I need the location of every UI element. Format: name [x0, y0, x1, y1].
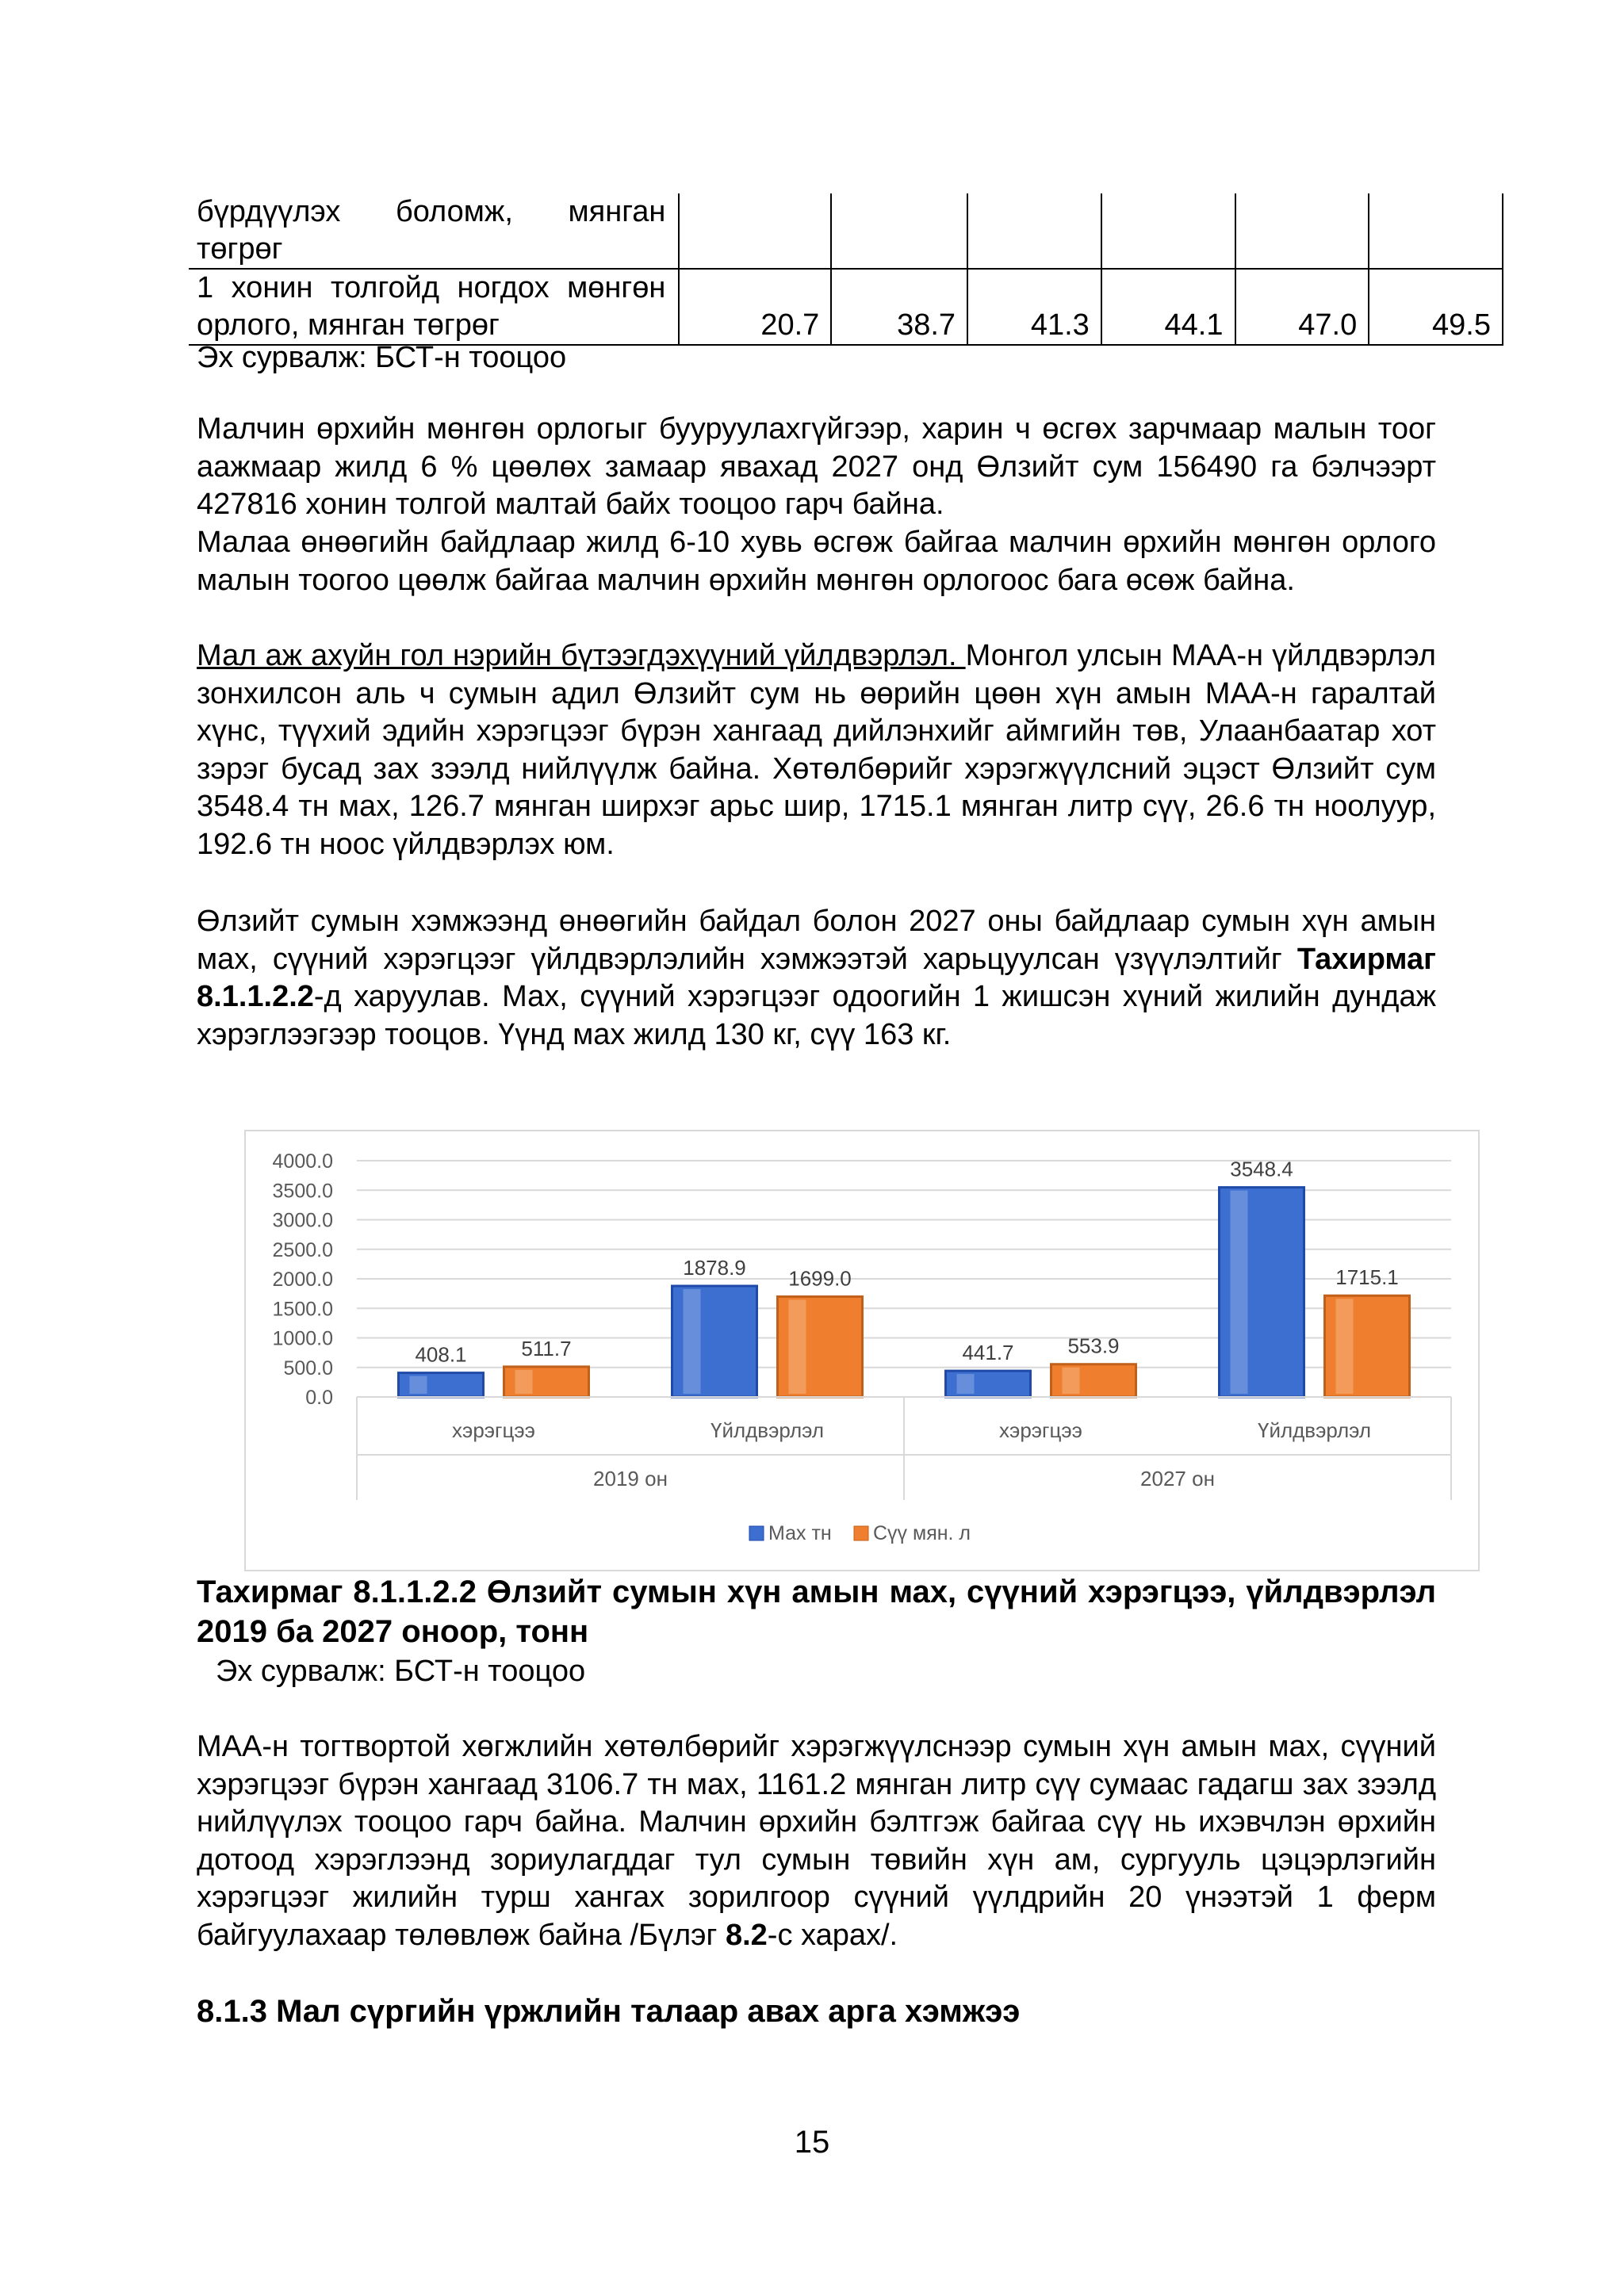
data-label: 1878.9	[683, 1256, 746, 1280]
y-tick-label: 2500.0	[272, 1238, 333, 1261]
bar-chart	[244, 1130, 1480, 1571]
data-label: 408.1	[415, 1342, 467, 1367]
legend-label: Сүү мян. л	[873, 1522, 971, 1544]
bar-highlight	[410, 1376, 427, 1394]
table-cell	[967, 193, 1101, 269]
figure-reference: Тахирмаг 8.1.1.2.2	[197, 942, 1436, 1013]
page-number: 15	[794, 2125, 830, 2160]
legend-swatch	[854, 1526, 868, 1540]
table-row-label: 1 хонин толгойд ногдох мөнгөн орлого, мянган төгрөг	[189, 269, 679, 345]
category-label: Үйлдвэрлэл	[710, 1418, 825, 1442]
data-label: 553.9	[1067, 1334, 1120, 1358]
bar-highlight	[515, 1370, 533, 1394]
data-label: 1715.1	[1335, 1265, 1399, 1290]
bar-highlight	[957, 1374, 975, 1394]
chapter-reference: 8.2	[725, 1918, 768, 1952]
table-cell: 47.0	[1235, 269, 1369, 345]
table-cell	[1101, 193, 1235, 269]
y-tick-label: 500.0	[283, 1357, 333, 1380]
table-source: Эх сурвалж: БСТ-н тооцоо	[197, 341, 567, 374]
table-cell: 20.7	[679, 269, 831, 345]
group-label: 2019 он	[593, 1467, 668, 1490]
table-cell: 41.3	[967, 269, 1101, 345]
y-tick-label: 1000.0	[272, 1327, 333, 1350]
bar-highlight	[789, 1299, 806, 1394]
y-tick-label: 2000.0	[272, 1269, 333, 1291]
category-label: Үйлдвэрлэл	[1257, 1418, 1372, 1442]
paragraph-3	[197, 637, 1436, 863]
legend-label: Мах тн	[768, 1522, 832, 1544]
chart-svg	[246, 1131, 1478, 1570]
data-label: 441.7	[962, 1341, 1014, 1365]
y-tick-label: 0.0	[305, 1387, 333, 1409]
table-cell	[679, 193, 831, 269]
paragraph-2: Малаа өнөөгийн байдлаар жилд 6-10 хувь өсгөж байгаа малчин өрхийн мөнгөн орлого малын тоогоо цөөлж байгаа малчин өрхийн мөнгөн орлогоос бага өсөж байна.	[197, 526, 1436, 597]
paragraph-5-text-b: -с харах/.	[767, 1918, 898, 1952]
figure-caption: Тахирмаг 8.1.1.2.2 Өлзийт сумын хүн амын мах, сүүний хэрэгцээ, үйлдвэрлэл 2019 ба 2027 оноор, тонн	[197, 1575, 1436, 1649]
table-row	[189, 193, 1503, 269]
y-tick-label: 1500.0	[272, 1298, 333, 1321]
paragraph-5-text-a: МАА-н тогтвортой хөгжлийн хөтөлбөрийг хэрэгжүүлснээр сумын хүн амын мах, сүүний хэрэгцээг бүрэн хангаад 3106.7 тн мах, 1161.2 мянган литр сүү сумаас гадагш зах зээлд нийлүүлэх тооцоо гарч байна. Малчин өрхийн бэлтгэж байгаа сүү нь ихэвчлэн өрхийн дотоод хэрэглээнд зориулагддаг тул сумын төвийн хүн ам, сургууль цэцэрлэгийн хэрэгцээг жилийн турш хангах зорилгоор сүүний үүлдрийн 20 үнээтэй 1 ферм байгуулахаар төлөвлөж байна /Бүлэг	[197, 1730, 1436, 1952]
table-row	[189, 269, 1503, 345]
bar-highlight	[1063, 1368, 1080, 1394]
legend-swatch	[749, 1526, 764, 1540]
bar-highlight	[684, 1289, 701, 1394]
section-heading: 8.1.3 Мал сүргийн үржлийн талаар авах арга хэмжээ	[197, 1994, 1021, 2029]
table-row-label: бүрдүүлэх боломж, мянган төгрөг	[189, 193, 679, 269]
y-tick-label: 4000.0	[272, 1150, 333, 1173]
y-tick-label: 3000.0	[272, 1209, 333, 1232]
paragraph-3-text: Монгол улсын МАА-н үйлдвэрлэл зонхилсон аль ч сумын адил Өлзийт сум нь өөрийн цөөн хүн амын МАА-н гаралтай хүнс, түүхий эдийн хэрэгцээг бүрэн хангаад дийлэнхийг аймгийн төв, Улаанбаатар хот зэрэг бусад зах зээлд нийлүүлж байна. Хөтөлбөрийг хэрэгжүүлсний эцэст Өлзийт сум 3548.4 тн мах, 126.7 мянган ширхэг арьс шир, 1715.1 мянган литр сүү, 26.6 тн ноолуур, 192.6 тн ноос үйлдвэрлэх юм.	[197, 639, 1436, 861]
paragraph-4-text-b: -д харуулав. Мах, сүүний хэрэгцээг одоогийн 1 жишсэн хүний жилийн дундаж хэрэглээгээр тооцов. Үүнд мах жилд 130 кг, сүү 163 кг.	[197, 980, 1436, 1051]
data-label: 1699.0	[788, 1266, 852, 1291]
y-tick-label: 3500.0	[272, 1180, 333, 1203]
data-label: 3548.4	[1230, 1157, 1293, 1181]
table-cell	[831, 193, 967, 269]
table-cell: 49.5	[1369, 269, 1503, 345]
paragraph-4	[197, 903, 1436, 1054]
bar-highlight	[1231, 1191, 1248, 1394]
table-cell: 38.7	[831, 269, 967, 345]
paragraph-4-text-a: Өлзийт сумын хэмжээнд өнөөгийн байдал болон 2027 оны байдлаар сумын хүн амын мах, сүүний хэрэгцээг үйлдвэрлэлийн хэмжээтэй харьцуулсан үзүүлэлтийг	[197, 905, 1436, 976]
figure-source: Эх сурвалж: БСТ-н тооцоо	[216, 1655, 586, 1688]
income-table	[189, 193, 1503, 346]
category-label: хэрэгцээ	[999, 1418, 1082, 1442]
table-cell: 44.1	[1101, 269, 1235, 345]
category-label: хэрэгцээ	[452, 1418, 535, 1442]
table-cell	[1235, 193, 1369, 269]
bar-highlight	[1336, 1299, 1354, 1394]
section-subtitle: Мал аж ахуйн гол нэрийн бүтээгдэхүүний үйлдвэрлэл.	[197, 639, 966, 672]
data-label: 511.7	[521, 1336, 572, 1360]
table-cell	[1369, 193, 1503, 269]
paragraph-1: Малчин өрхийн мөнгөн орлогыг бууруулахгүйгээр, харин ч өсгөх зарчмаар малын тоог аажмаар жилд 6 % цөөлөх замаар явахад 2027 онд Өлзийт сум 156490 га бэлчээрт 427816 хонин толгой малтай байх тооцоо гарч байна.	[197, 412, 1436, 521]
paragraph-5	[197, 1728, 1436, 1954]
group-label: 2027 он	[1140, 1467, 1215, 1490]
